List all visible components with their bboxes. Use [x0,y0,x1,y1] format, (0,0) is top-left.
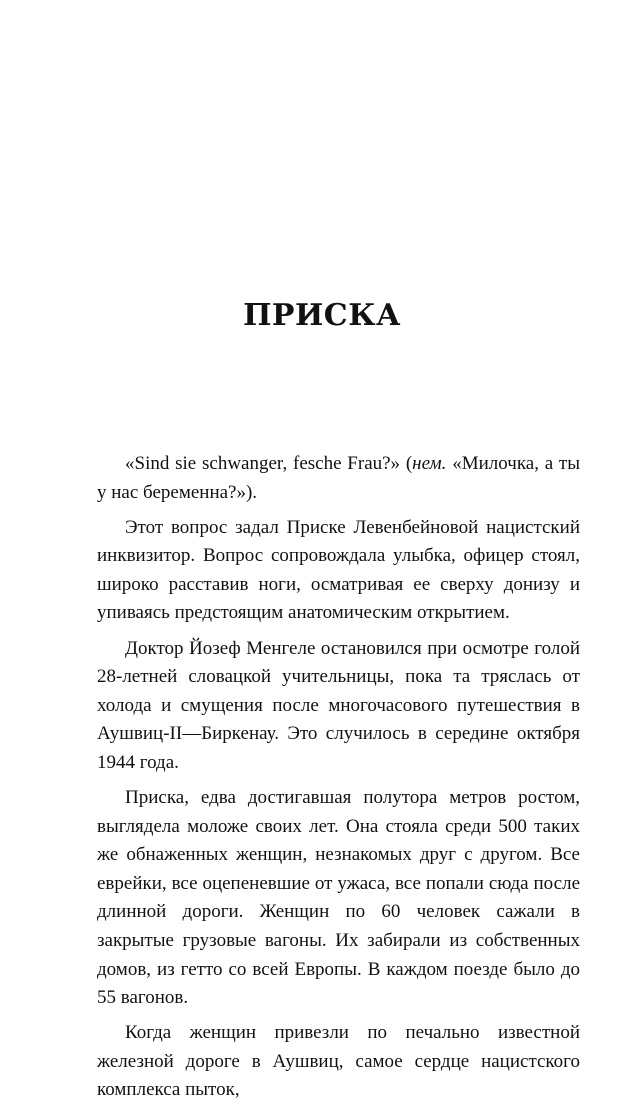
body-text [97,450,580,1112]
paragraph: Приска, едва достигавшая полутора метров ростом, выглядела моложе своих лет. Она стояла среди 500 таких же обнаженных женщин, незнакомых друг с другом. Все еврейки, все оцепеневшие от ужаса, все попали сюда после длинной дороги. Женщин по 60 человек сажали в закрытые грузовые вагоны. Их забирали из собственных домов, из гетто со всей Европы. В каждом поезде было до 55 вагонов. [97,787,580,1009]
paragraph-text: «Sind sie schwanger, fesche Frau?» ( [125,453,413,474]
paragraph-text: «Милочка, а ты у нас беременна?»). [97,453,580,503]
paragraph: Доктор Йозеф Менгеле остановился при осмотре голой 28-летней словацкой учительницы, пока та тряслась от холода и смущения после многочасового путешествия в Аушвиц-II—Биркенау. Это случилось в середине октября 1944 года. [97,637,580,773]
chapter-title: ПРИСКА [243,298,401,333]
language-note: нем. [412,453,447,474]
paragraph: Этот вопрос задал Приске Левенбейновой нацистский инквизитор. Вопрос сопровождала улыбка, офицер стоял, широко расставив ноги, осматривая ее сверху донизу и упиваясь предстоящим анатомическим открытием. [97,516,580,624]
paragraph: Когда женщин привезли по печально известной железной дороге в Аушвиц, самое сердце нацистского комплекса пыток, [97,1022,580,1101]
paragraph [97,450,580,507]
